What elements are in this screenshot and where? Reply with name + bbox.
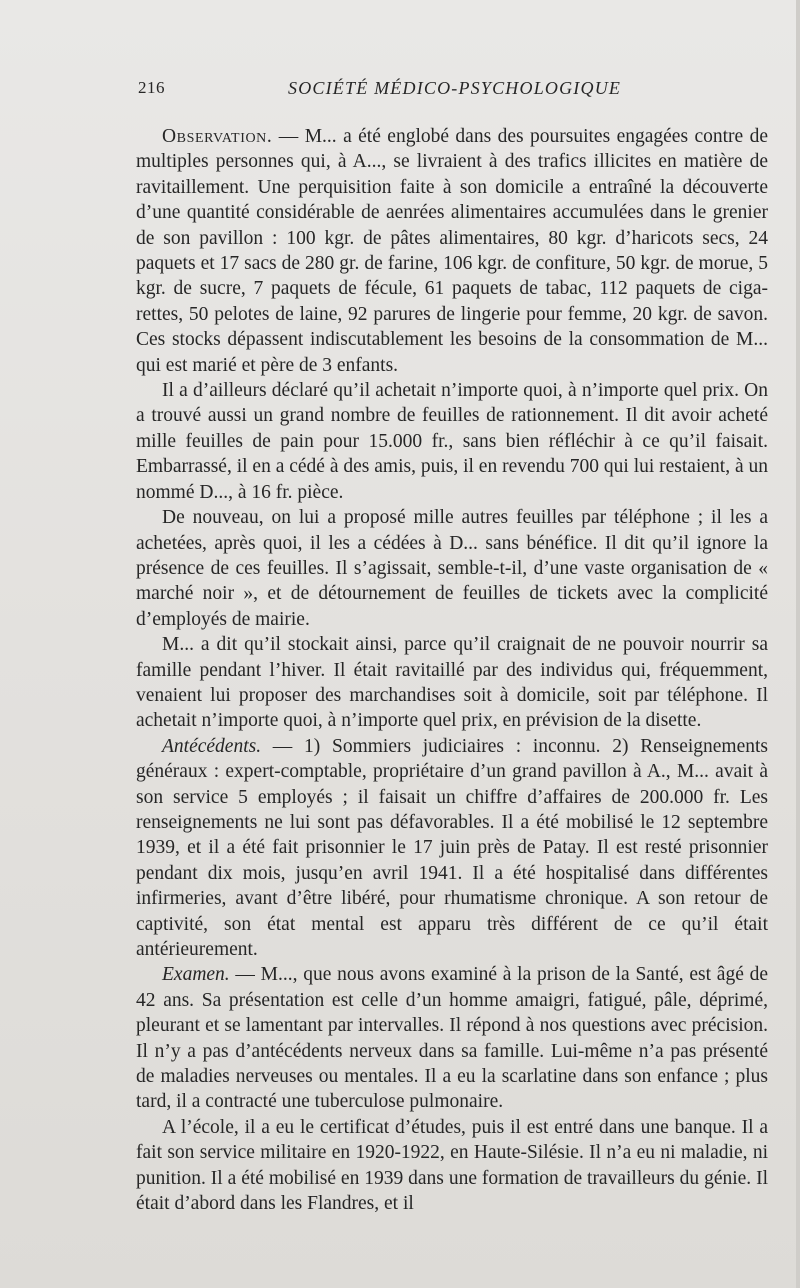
paragraph-text: M... a dit qu’il stockait ainsi, parce qu’il craignait de ne pouvoir nourrir sa famille pendant l’hiver. Il était ravitaillé par des individus qui, fréquemment, venaient lui proposer des marchandises soit à domicile, soit par téléphone. Il achetait n’importe quoi, à n’importe quel prix, en prévision de la disette. [136,634,768,732]
paragraph-observation [136,124,768,378]
paragraph-declaration [136,378,768,505]
paragraph-examen [136,962,768,1114]
journal-title: SOCIÉTÉ MÉDICO-PSYCHOLOGIQUE [288,78,622,98]
running-head [138,78,768,102]
paragraph-school [136,1115,768,1217]
paragraph-text: — 1) Sommiers judiciaires : inconnu. 2) Renseignements généraux : expert-comptable, propriétaire d’un grand pavillon à A., M... avait à son service 5 employés ; il faisait un chiffre d’affaires de 200.000 fr. Les renseignements ne lui sont pas défavorables. Il a été mobilisé le 12 septembre 1939, et il a été fait prisonnier le 17 juin près de Patay. Il est resté prisonnier pendant dix mois, jusqu’en avril 1941. Il a été hospitalisé dans différentes infirmeries, avant d’être libéré, pour rhumatisme chronique. A son retour de captivité, son état mental est apparu très différent de ce qu’il était antérieurement. [136,735,768,960]
paragraph-text: De nouveau, on lui a proposé mille autres feuilles par téléphone ; il les a achetées, après quoi, il les a cédées à D... sans bénéfice. Il dit qu’il ignore la présence de ces feuilles. Il s’agissait, semble-t-il, d’une vaste organisation de « marché noir », et de détournement de feuilles de tickets avec la complicité d’employés de mairie. [136,507,768,630]
paragraph-tickets [136,505,768,632]
paragraph-motive [136,632,768,734]
observation-heading: Observation. [162,126,273,147]
body-text [136,124,768,1216]
paragraph-antecedents [136,734,768,963]
paragraph-text: A l’école, il a eu le certificat d’études, puis il est entré dans une banque. Il a fait son service militaire en 1920-1922, en Haute-Silésie. Il n’a eu ni maladie, ni punition. Il a été mobilisé en 1939 dans une formation de travailleurs du génie. Il était d’abord dans les Flandres, et il [136,1116,768,1215]
paragraph-text: Il a d’ailleurs déclaré qu’il achetait n’importe quoi, à n’importe quel prix. On a trouvé aussi un grand nombre de feuilles de rationnement. Il dit avoir acheté mille feuilles de pain pour 15.000 fr., sans bien réfléchir à ce qu’il faisait. Embarrassé, il en a cédé à des amis, puis, il en revendu 700 qui lui restaient, à un nommé D..., à 16 fr. pièce. [136,380,768,503]
paragraph-text: — M..., que nous avons examiné à la prison de la Santé, est âgé de 42 ans. Sa présentation est celle d’un homme amaigri, fatigué, pâle, déprimé, pleurant et se lamentant par intervalles. Il répond à nos questions avec précision. Il n’y a pas d’antécédents nerveux dans sa famille. Lui-même n’a pas présenté de maladies nerveuses ou mentales. Il a eu la scarlatine dans son enfance ; plus tard, il a contracté une tuberculose pulmonaire. [136,964,768,1113]
page-edge-shadow [796,0,800,1288]
paragraph-text: — M... a été englobé dans des poursuites engagées contre de multiples personnes qui, à A..., se livraient à des trafics illicites en matière de ravitaillement. Une perquisition faite à son domicile a entraîné la découverte d’une quantité considérable de aenrées alimentaires accumulées dans le grenier de son pavillon : 100 kgr. de pâtes alimentaires, 80 kgr. d’haricots secs, 24 paquets et 17 sacs de 280 gr. de farine, 106 kgr. de confiture, 50 kgr. de morue, 5 kgr. de sucre, 7 paquets de fécule, 61 paquets de tabac, 112 paquets de cigarettes, 50 pelotes de laine, 92 parures de lingerie pour femme, 20 kgr. de savon. Ces stocks dépassent indiscutablement les besoins de la consommation de M... qui est marié et père de 3 enfants. [136,126,768,376]
examen-heading: Examen. [162,964,230,986]
antecedents-heading: Antécédents. [162,735,262,757]
page-number: 216 [138,78,165,97]
